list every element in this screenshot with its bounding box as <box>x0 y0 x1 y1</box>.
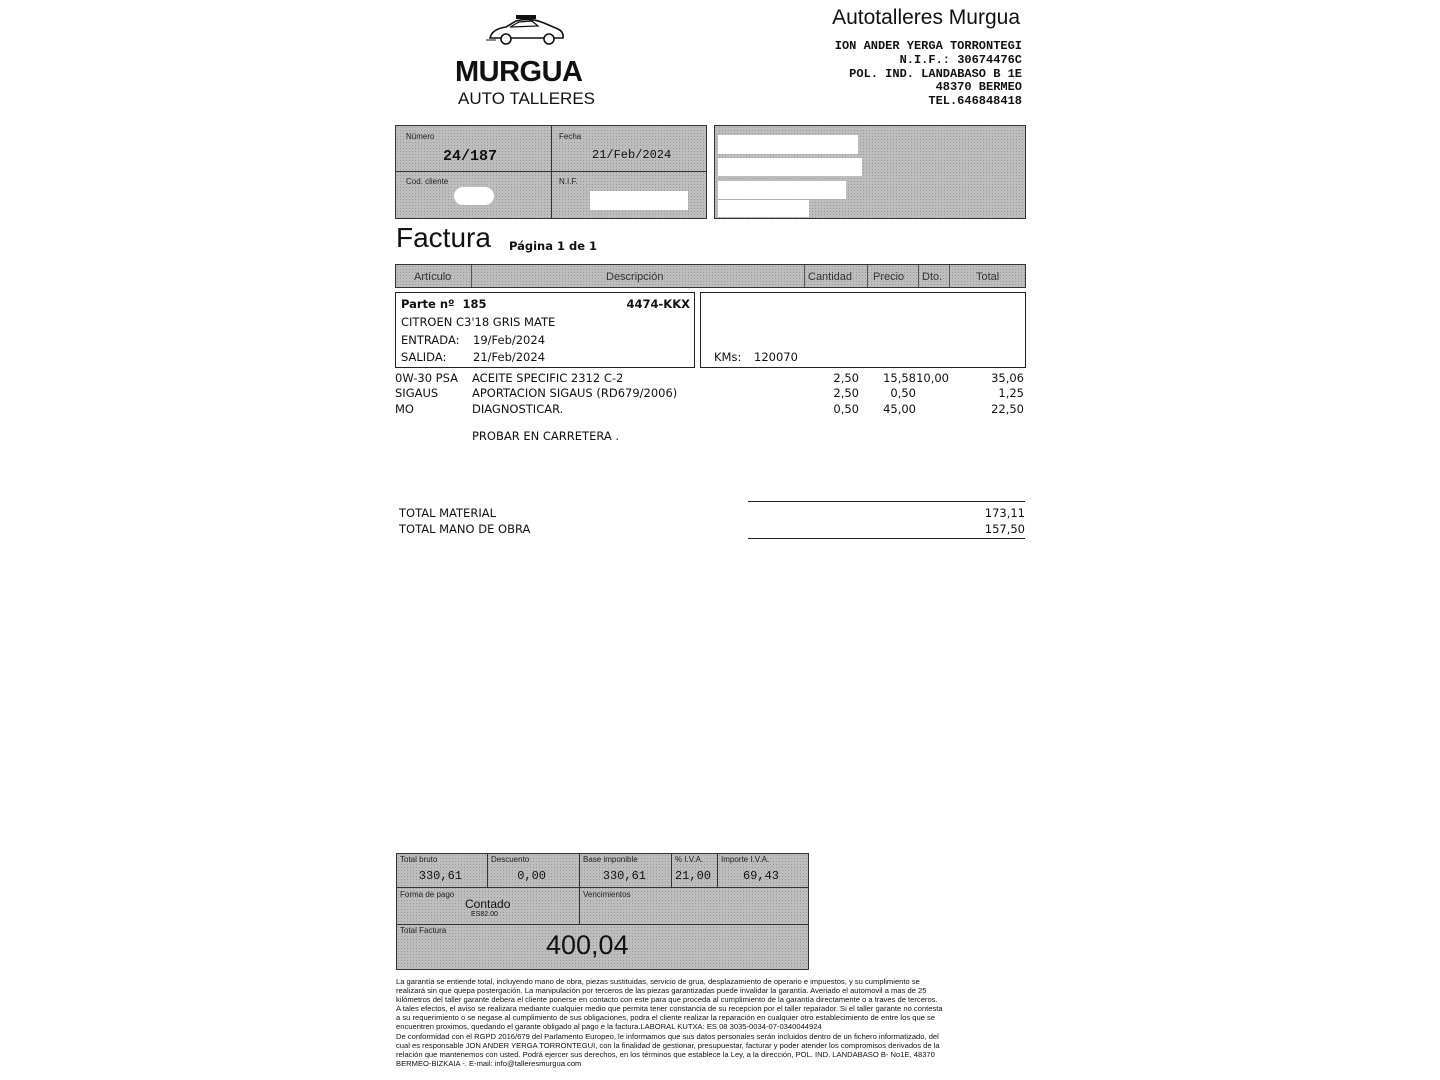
legal-line: A tales efectos, el aviso se realizara mediante cualquier medio que permita tener constancia de su recepcion por el taller reparador. Si el taller garante no contesta <box>396 1004 943 1014</box>
iva-label: Importe I.V.A. <box>721 855 770 864</box>
table-row <box>395 401 1025 417</box>
legal-line: realizará sin que quepa postergación. La manipulación por terceros de las piezas garantizadas puede invalidar la garantía. Averiado el automovil a mas de 25 <box>396 986 927 996</box>
entrada-label: ENTRADA: <box>401 333 460 347</box>
salida-date: 21/Feb/2024 <box>473 350 546 364</box>
company-logo <box>450 14 600 110</box>
cell-descripcion: APORTACION SIGAUS (RD679/2006) <box>472 386 678 400</box>
invoice-date: 21/Feb/2024 <box>592 148 672 162</box>
summary-box <box>396 853 809 970</box>
company-owner: ION ANDER YERGA TORRONTEGI <box>834 39 1022 53</box>
legal-text <box>396 977 1028 1068</box>
kms-label: KMs: <box>714 350 742 364</box>
numero-label: Número <box>406 132 435 141</box>
total-material-label: TOTAL MATERIAL <box>399 506 496 520</box>
legal-line: encuentren proximos, quedando el garante obligado al pago e la factura.LABORAL KUTXA: ES 08 3035-0034-07-0340044924 <box>396 1022 822 1032</box>
invoice-header-box <box>395 125 707 219</box>
cell-cantidad: 2,50 <box>833 371 859 385</box>
logo-name: MURGUA <box>455 56 583 88</box>
total-material-value: 173,11 <box>984 506 1025 520</box>
legal-line: BERMEO-BIZKAIA -. E-mail: info@talleresmurgua.com <box>396 1058 582 1068</box>
nif-label: N.I.F. <box>559 177 578 186</box>
redacted-client-line <box>718 181 846 199</box>
cod-cliente-label: Cod. cliente <box>406 177 449 186</box>
col-dto: Dto. <box>922 271 943 283</box>
table-row <box>395 385 1025 401</box>
cell-precio: 15,58 <box>883 371 916 385</box>
cell-total: 35,06 <box>991 371 1024 385</box>
col-articulo: Artículo <box>414 271 452 283</box>
fecha-label: Fecha <box>559 132 582 141</box>
forma-pago-label: Forma de pago <box>400 890 455 899</box>
salida-label: SALIDA: <box>401 350 447 364</box>
col-descripcion: Descripción <box>606 271 664 283</box>
total-mano-obra-label: TOTAL MANO DE OBRA <box>399 522 531 536</box>
cell-total: 22,50 <box>991 402 1024 416</box>
page-indicator: Página 1 de 1 <box>509 239 598 253</box>
redacted-client-line <box>718 200 809 217</box>
legal-line: relación que mantenemos con usted. Podrá ejercer sus derechos, en los términos que establece la Ley, a la dirección, POL. IND. LANDABASO B- No1E, 48370 <box>396 1049 935 1059</box>
cell-cantidad: 2,50 <box>833 386 859 400</box>
bruto-label: Total bruto <box>400 855 438 864</box>
total-factura-label: Total Factura <box>400 926 447 935</box>
company-details <box>835 40 1022 109</box>
kms-value: 120070 <box>754 350 798 364</box>
totals-rule-top <box>748 501 1025 502</box>
company-nif: N.I.F.: 30674476C <box>899 52 1022 67</box>
iva-value: 69,43 <box>742 869 779 883</box>
invoice-number: 24/187 <box>443 148 498 165</box>
legal-line: a su requerimiento o se negase al cumplimiento de sus obligaciones, podra el cliente realizar la reparación en cualquier otro establecimiento de entre los que se <box>396 1013 936 1023</box>
col-cantidad: Cantidad <box>808 271 853 283</box>
company-city: 48370 BERMEO <box>935 80 1022 95</box>
total-mano-obra-value: 157,50 <box>984 522 1025 536</box>
cell-precio: 45,00 <box>883 402 916 416</box>
company-address: POL. IND. LANDABASO B 1E <box>849 66 1022 81</box>
legal-line: De conformidad con el RGPD 2016/679 del Parlamento Europeo, le informamos que sus datos personales serán incluidos dentro de un fichero informatizado, del <box>396 1031 939 1041</box>
forma-pago-code: ES82.00 <box>471 911 498 918</box>
cell-articulo: SIGAUS <box>395 386 439 400</box>
company-phone: TEL.646848418 <box>928 94 1022 109</box>
parte-number: 185 <box>462 297 487 311</box>
col-total: Total <box>976 271 1000 283</box>
company-name: Autotalleres Murgua <box>832 6 1020 29</box>
cell-articulo: MO <box>395 402 414 416</box>
cell-total: 1,25 <box>998 386 1024 400</box>
work-note: PROBAR EN CARRETERA . <box>472 429 620 443</box>
entrada-date: 19/Feb/2024 <box>473 333 546 347</box>
descuento-value: 0,00 <box>517 869 546 883</box>
logo-subtitle: AUTO TALLERES <box>458 89 595 108</box>
iva-pct-label: % I.V.A. <box>675 855 704 864</box>
kms-box <box>700 292 1026 368</box>
base-label: Base imponible <box>583 855 638 864</box>
redacted-client-line <box>718 158 862 176</box>
descuento-label: Descuento <box>491 855 530 864</box>
redacted-client-nif <box>590 191 688 210</box>
col-precio: Precio <box>873 271 905 283</box>
car-icon <box>486 14 566 48</box>
legal-line: kilómetros del taller garante debera el cliente ponerse en contacto con este para que proceda al cumplimiento de la garantía directamente o a traves de terceros. <box>396 995 938 1005</box>
cell-precio: 0,50 <box>890 386 916 400</box>
table-header <box>395 264 1026 288</box>
cell-descripcion: DIAGNOSTICAR. <box>472 402 564 416</box>
legal-line: La garantía se entiende total, incluyendo mano de obra, piezas sustituidas, servicio de grua, desplazamiento de operario e impuestos, y su cumplimiento se <box>396 977 920 986</box>
iva-pct-value: 21,00 <box>674 869 711 883</box>
bruto-value: 330,61 <box>418 869 462 883</box>
vehicle-description: CITROEN C3'18 GRIS MATE <box>401 315 556 329</box>
client-address-box <box>714 125 1026 219</box>
vencimientos-label: Vencimientos <box>583 890 631 899</box>
license-plate: 4474-KKX <box>626 297 690 311</box>
work-order-box <box>395 292 695 368</box>
cell-articulo: 0W-30 PSA <box>395 371 458 385</box>
legal-line: cual es responsable JON ANDER YERGA TORRONTEGUI, con la finalidad de gestionar, presupuestar, facturar y poder atender los compromisos derivados de la <box>396 1040 940 1050</box>
cell-dto: 10,00 <box>916 371 949 385</box>
redacted-client-code <box>454 187 494 205</box>
forma-pago-value: Contado <box>465 897 511 911</box>
parte-label: Parte nº <box>401 297 455 311</box>
cell-cantidad: 0,50 <box>833 402 859 416</box>
document-title: Factura <box>396 222 491 253</box>
total-factura-value: 400,04 <box>546 930 629 960</box>
table-row <box>395 370 1025 386</box>
base-value: 330,61 <box>602 869 646 883</box>
totals-rule-bottom <box>748 538 1025 539</box>
redacted-client-line <box>718 135 858 154</box>
cell-descripcion: ACEITE SPECIFIC 2312 C-2 <box>472 371 624 385</box>
